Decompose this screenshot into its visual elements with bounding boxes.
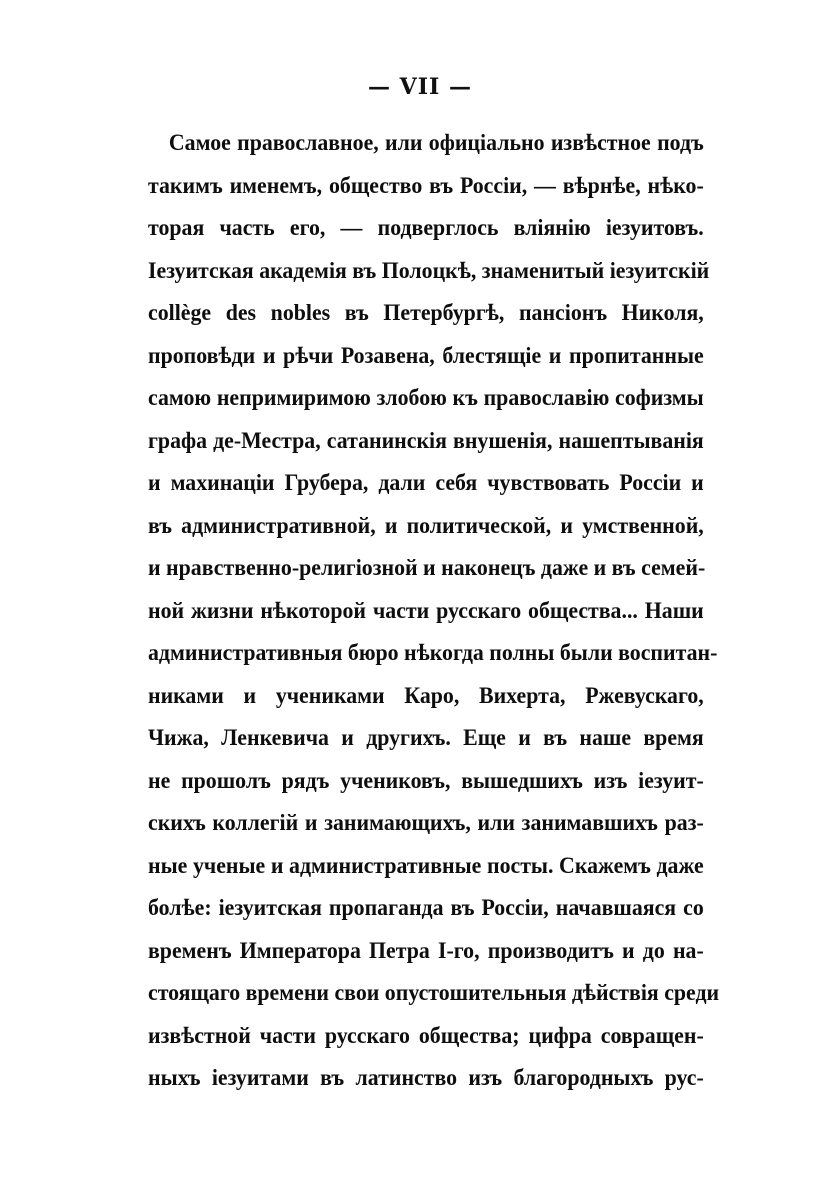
text-line: ной жизни нѣкоторой части русскаго общества... Наши — [148, 597, 704, 623]
text-line: временъ Императора Петра I-го, производитъ и до на- — [148, 937, 704, 963]
text-line: такимъ именемъ, общество въ Россіи, — вѣрнѣе, нѣко- — [148, 172, 704, 198]
text-line: извѣстной части русскаго общества; цифра совращен- — [148, 1022, 704, 1048]
text-line: скихъ коллегій и занимающихъ, или занимавшихъ раз- — [148, 810, 704, 835]
text-line: Самое православное, или офиціально извѣстное подъ — [168, 130, 704, 155]
text-line: Чижа, Ленкевича и другихъ. Еще и въ наше время — [148, 725, 704, 750]
text-line: никами и учениками Каро, Вихерта, Ржевускаго, — [148, 682, 704, 708]
text-line: болѣе: іезуитская пропаганда въ Россіи, начавшаяся со — [148, 895, 704, 920]
text-line: collège des nobles въ Петербургѣ, пансіонъ Николя, — [148, 300, 704, 325]
body-paragraph — [148, 122, 720, 1100]
text-line: и нравственно-религіозной и наконецъ даже и въ семей- — [148, 555, 706, 580]
page-number: — VII — — [368, 74, 472, 100]
text-line: торая часть его, — подверглось вліянію іезуитовъ. — [148, 215, 704, 240]
text-line: ныхъ іезуитами въ латинство изъ благородныхъ рус- — [148, 1065, 704, 1090]
text-line: не прошолъ рядъ учениковъ, вышедшихъ изъ іезуит- — [148, 767, 704, 793]
text-line: графа де-Местра, сатанинскія внушенія, нашептыванія — [148, 427, 704, 453]
text-line: проповѣди и рѣчи Розавена, блестящіе и пропитанные — [148, 342, 704, 368]
text-line: Іезуитская академія въ Полоцкѣ, знаменитый іезуитскій — [148, 257, 710, 283]
text-line: и махинаціи Грубера, дали себя чувствовать Россіи и — [148, 470, 704, 495]
text-line: ные ученые и административные посты. Скажемъ даже — [148, 852, 704, 878]
text-line: самою непримиримою злобою къ православію софизмы — [148, 385, 704, 410]
text-line: административныя бюро нѣкогда полны были воспитан- — [148, 640, 718, 665]
text-line: въ административной, и политической, и умственной, — [148, 512, 704, 538]
text-line: стоящаго времени свои опустошительныя дѣйствія среди — [148, 980, 720, 1005]
